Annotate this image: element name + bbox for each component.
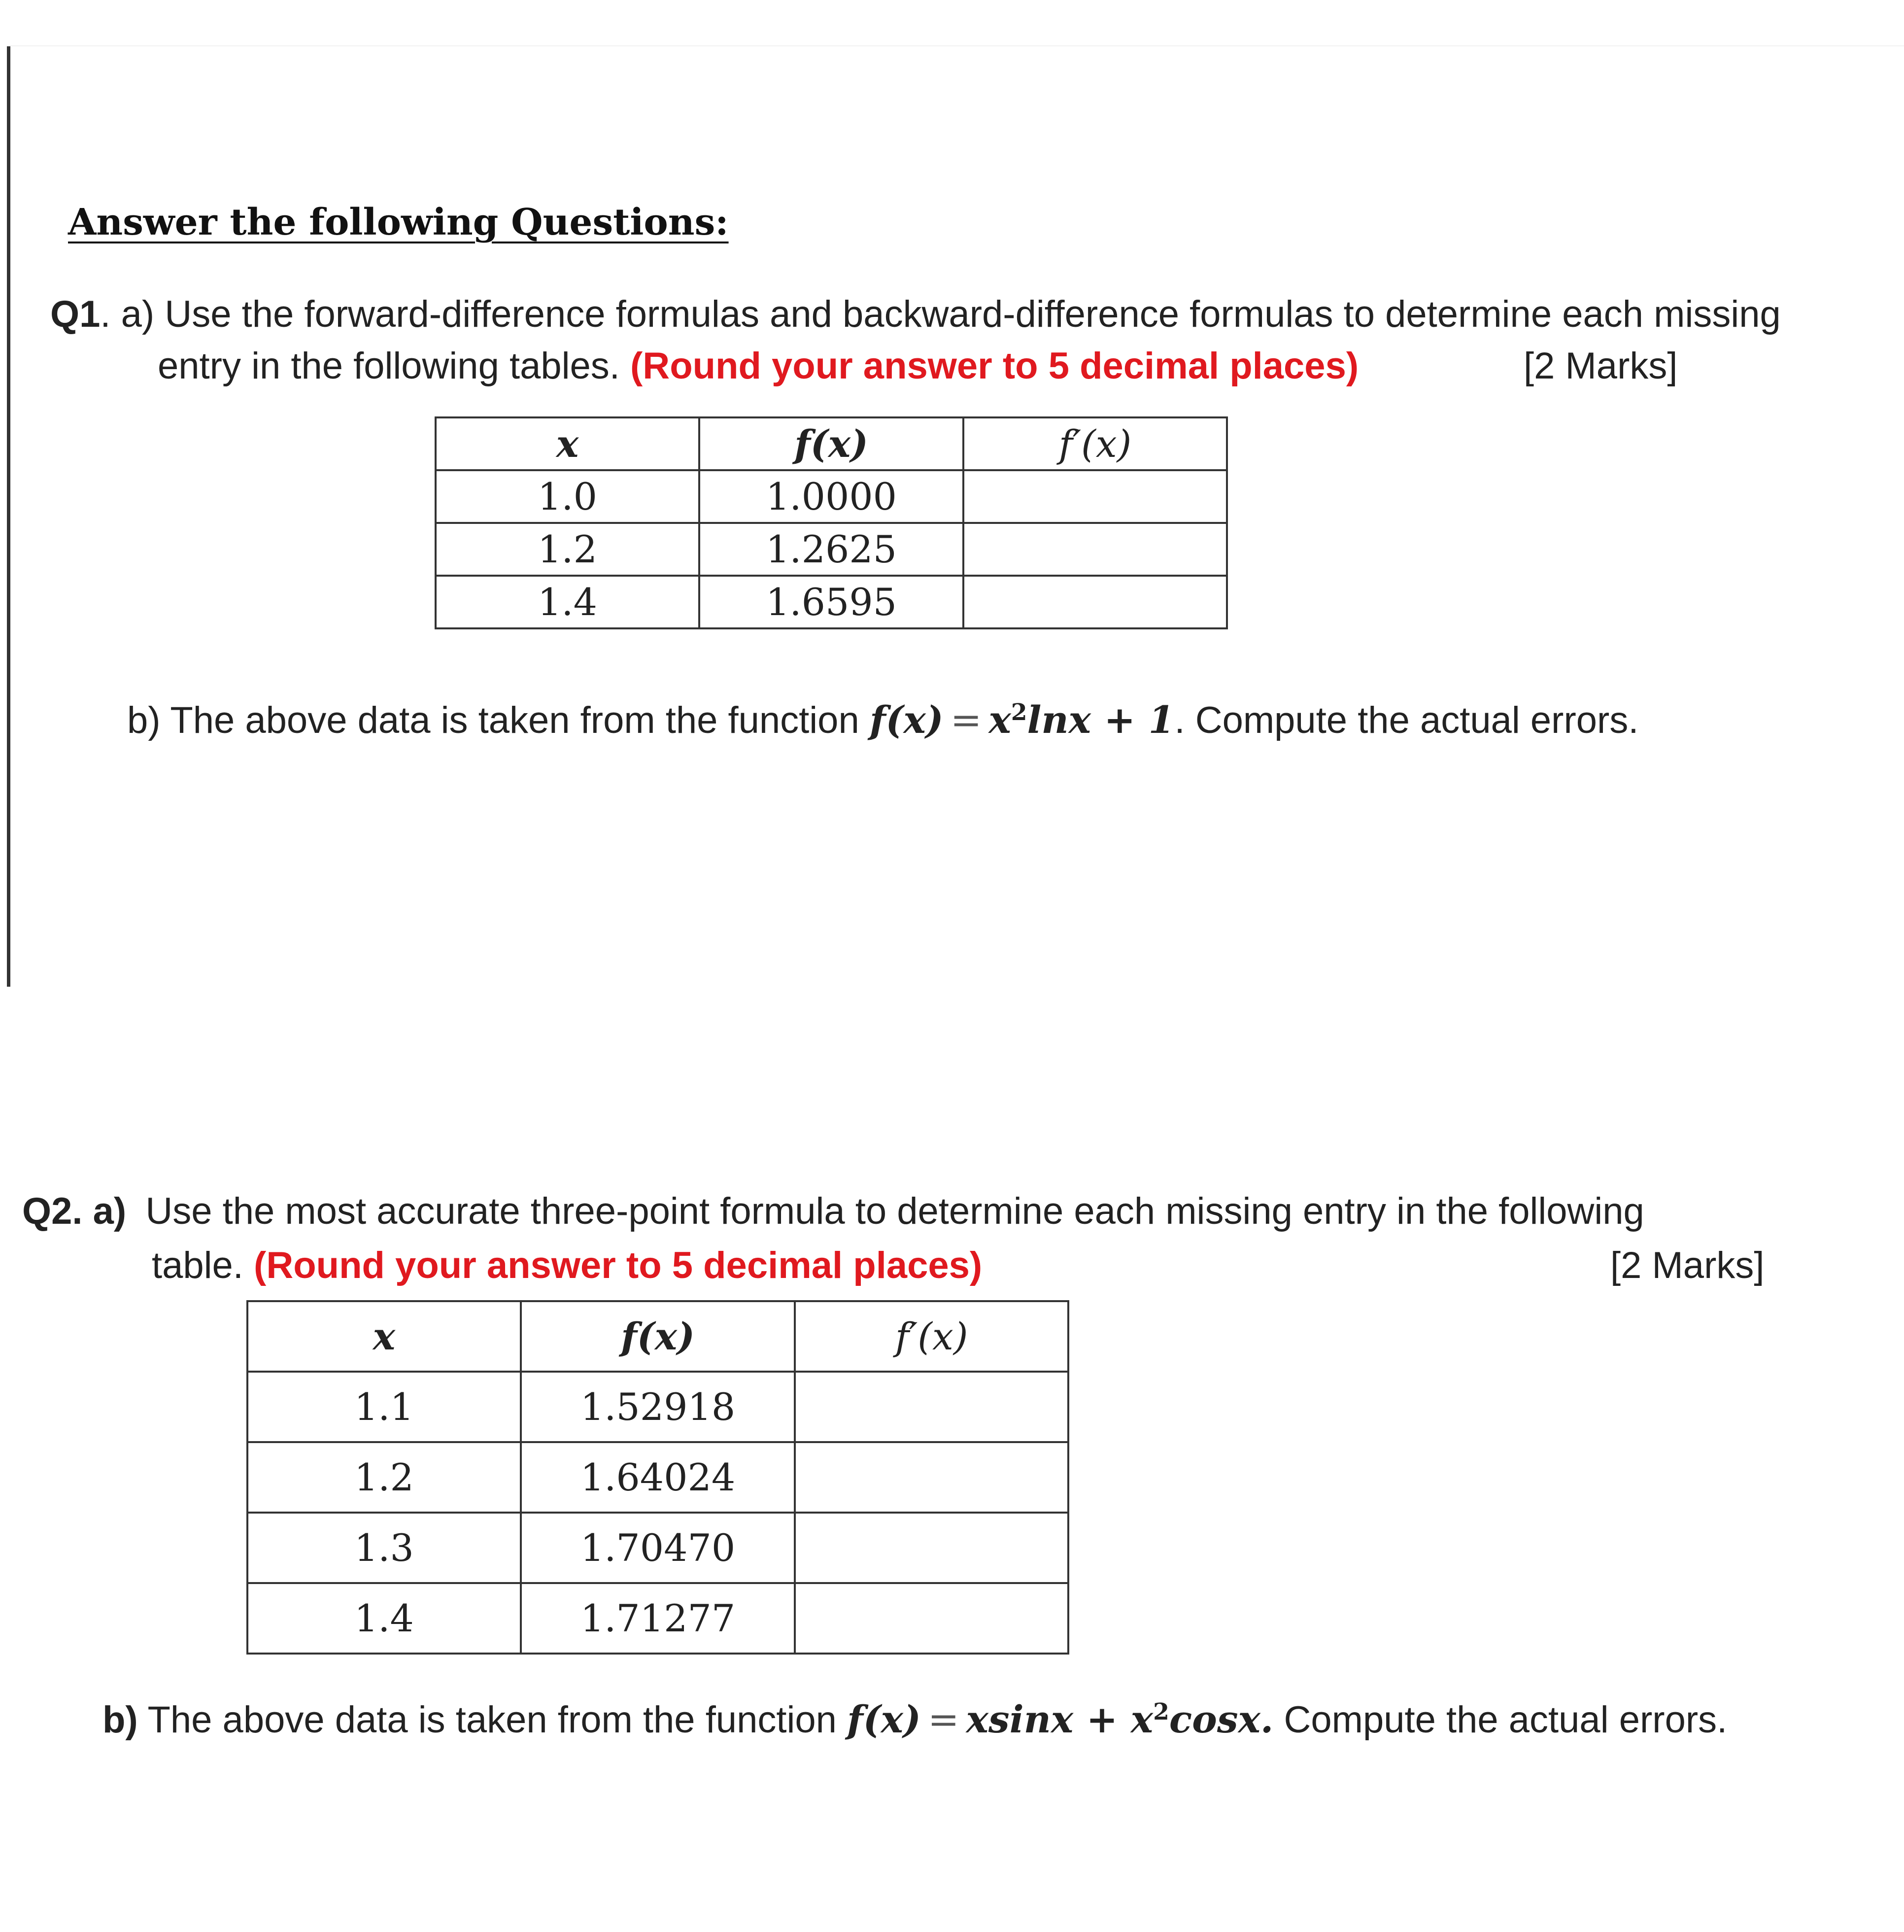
cell-x: 1.4 bbox=[247, 1583, 521, 1654]
top-margin-rule bbox=[7, 45, 1904, 46]
q2-marks: [2 Marks] bbox=[1610, 1244, 1765, 1286]
cell-fprime-blank[interactable] bbox=[963, 576, 1227, 628]
header-fx: f(x) bbox=[521, 1301, 795, 1372]
q1-function-rest: lnx + 1 bbox=[1027, 697, 1175, 742]
cell-x: 1.0 bbox=[436, 470, 699, 523]
table-row bbox=[247, 1372, 1068, 1442]
cell-x: 1.1 bbox=[247, 1372, 521, 1442]
q2-instruction: (Round your answer to 5 decimal places) bbox=[254, 1244, 983, 1286]
q2-function-exponent: 2 bbox=[1153, 1698, 1169, 1725]
q2-label: Q2. a) bbox=[22, 1190, 127, 1232]
q2-part-a-text2: table. bbox=[152, 1244, 243, 1286]
header-fx: f(x) bbox=[699, 417, 963, 470]
q1-part-b-suffix: . Compute the actual errors. bbox=[1174, 699, 1639, 741]
cell-fx: 1.0000 bbox=[699, 470, 963, 523]
cell-x: 1.3 bbox=[247, 1513, 521, 1583]
q2-part-b-label: b) bbox=[102, 1698, 138, 1741]
q1-part-b-prefix: b) The above data is taken from the function bbox=[127, 699, 859, 741]
q1-function-base: x bbox=[988, 697, 1011, 742]
q2-part-a-line1 bbox=[22, 1190, 1644, 1232]
q2-function-rhs-a: xsinx + x bbox=[966, 1697, 1154, 1741]
q1-part-a-line1 bbox=[50, 293, 1781, 335]
cell-fprime-blank[interactable] bbox=[963, 523, 1227, 576]
header-fprime: f′(x) bbox=[795, 1301, 1068, 1372]
q2-part-b-suffix: Compute the actual errors. bbox=[1284, 1698, 1728, 1741]
header-fprime: f′(x) bbox=[963, 417, 1227, 470]
q1-part-b bbox=[127, 697, 1639, 742]
cell-x: 1.2 bbox=[436, 523, 699, 576]
cell-x: 1.2 bbox=[247, 1442, 521, 1513]
q2-function-formula bbox=[847, 1697, 1273, 1741]
q1-part-a-text2: entry in the following tables. bbox=[158, 345, 620, 387]
q2-part-a-line2 bbox=[152, 1244, 983, 1286]
cell-fprime-blank[interactable] bbox=[795, 1442, 1068, 1513]
table-row bbox=[247, 1583, 1068, 1654]
cell-fprime-blank[interactable] bbox=[795, 1372, 1068, 1442]
page-heading: Answer the following Questions: bbox=[68, 201, 729, 243]
q2-part-b bbox=[102, 1697, 1728, 1741]
cell-fx: 1.70470 bbox=[521, 1513, 795, 1583]
q1-label: Q1 bbox=[50, 293, 101, 335]
header-x: x bbox=[436, 417, 699, 470]
q1-instruction: (Round your answer to 5 decimal places) bbox=[630, 345, 1359, 387]
table-row bbox=[436, 576, 1227, 628]
cell-fx: 1.2625 bbox=[699, 523, 963, 576]
cell-fx: 1.64024 bbox=[521, 1442, 795, 1513]
q2-part-b-prefix: The above data is taken from the function bbox=[147, 1698, 837, 1741]
table-row bbox=[436, 470, 1227, 523]
q2-table bbox=[246, 1300, 1069, 1655]
q1-function-lhs: f(x) bbox=[869, 697, 944, 742]
cell-fprime-blank[interactable] bbox=[795, 1513, 1068, 1583]
q1-function-formula bbox=[870, 698, 1175, 742]
q1-marks: [2 Marks] bbox=[1524, 345, 1678, 387]
q2-function-rhs-b: cosx. bbox=[1169, 1697, 1274, 1741]
equals-sign: = bbox=[927, 1697, 959, 1741]
q1-function-exponent: 2 bbox=[1011, 699, 1027, 726]
header-x: x bbox=[247, 1301, 521, 1372]
cell-fx: 1.52918 bbox=[521, 1372, 795, 1442]
q1-part-a-text: . a) Use the forward-difference formulas and backward-difference formulas to determine each missing bbox=[100, 293, 1781, 335]
q2-part-a-text: Use the most accurate three-point formula to determine each missing entry in the following bbox=[145, 1190, 1644, 1232]
cell-fprime-blank[interactable] bbox=[963, 470, 1227, 523]
q1-table bbox=[435, 416, 1228, 629]
left-margin-rule bbox=[7, 45, 10, 987]
q1-part-a-line2 bbox=[158, 347, 1359, 385]
table-header-row bbox=[436, 417, 1227, 470]
cell-fx: 1.6595 bbox=[699, 576, 963, 628]
cell-fx: 1.71277 bbox=[521, 1583, 795, 1654]
q2-function-lhs: f(x) bbox=[847, 1697, 921, 1741]
equals-sign: = bbox=[950, 697, 982, 742]
table-header-row bbox=[247, 1301, 1068, 1372]
table-row bbox=[436, 523, 1227, 576]
table-row bbox=[247, 1513, 1068, 1583]
table-row bbox=[247, 1442, 1068, 1513]
cell-x: 1.4 bbox=[436, 576, 699, 628]
cell-fprime-blank[interactable] bbox=[795, 1583, 1068, 1654]
